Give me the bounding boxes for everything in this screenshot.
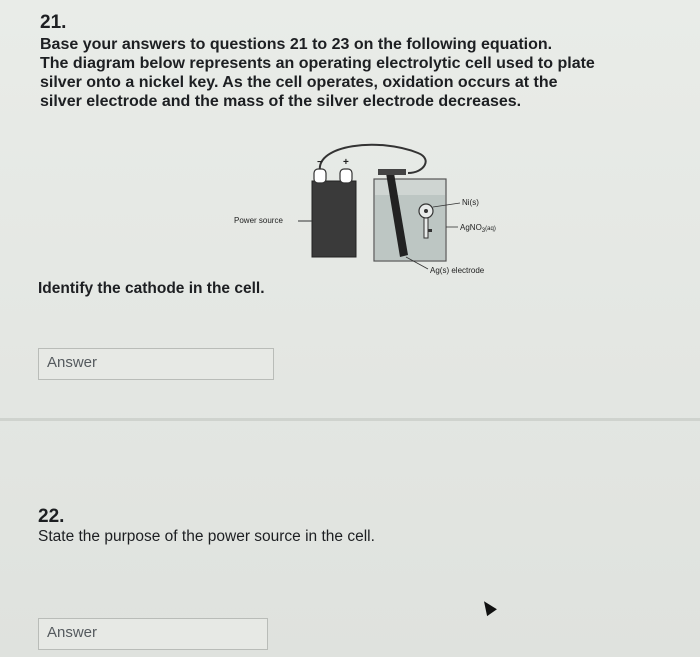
question-22-answer-field[interactable]: Answer	[38, 618, 268, 650]
power-source-label: Power source	[234, 216, 283, 225]
beaker	[374, 179, 446, 261]
question-21-number: 21.	[40, 12, 67, 33]
question-21-stem-line-2: The diagram below represents an operating electrolytic cell used to plate	[40, 55, 595, 72]
negative-terminal-sign: −	[317, 157, 323, 168]
question-22-prompt: State the purpose of the power source in the cell.	[38, 528, 375, 545]
electrolytic-cell-diagram	[228, 143, 528, 283]
section-divider	[0, 418, 700, 421]
power-source-battery	[312, 169, 356, 257]
question-21-stem-line-1: Base your answers to questions 21 to 23 on the following equation.	[40, 36, 553, 53]
solution-label: AgNO$_3^{(aq)}$	[460, 223, 496, 234]
question-21-prompt: Identify the cathode in the cell.	[38, 280, 265, 297]
connecting-wire	[320, 145, 426, 173]
question-21-stem-line-3: silver onto a nickel key. As the cell operates, oxidation occurs at the	[40, 74, 558, 91]
question-21-answer-field[interactable]: Answer	[38, 348, 274, 380]
question-22-number: 22.	[38, 506, 65, 527]
question-21-stem-line-4: silver electrode and the mass of the silver electrode decreases.	[40, 93, 522, 110]
nickel-label: Ni(s)	[462, 198, 479, 207]
positive-terminal-sign: +	[343, 157, 349, 168]
electrode-clamp	[378, 169, 406, 175]
mouse-pointer-icon	[479, 598, 497, 616]
silver-electrode-label: Ag(s) electrode	[430, 266, 485, 275]
